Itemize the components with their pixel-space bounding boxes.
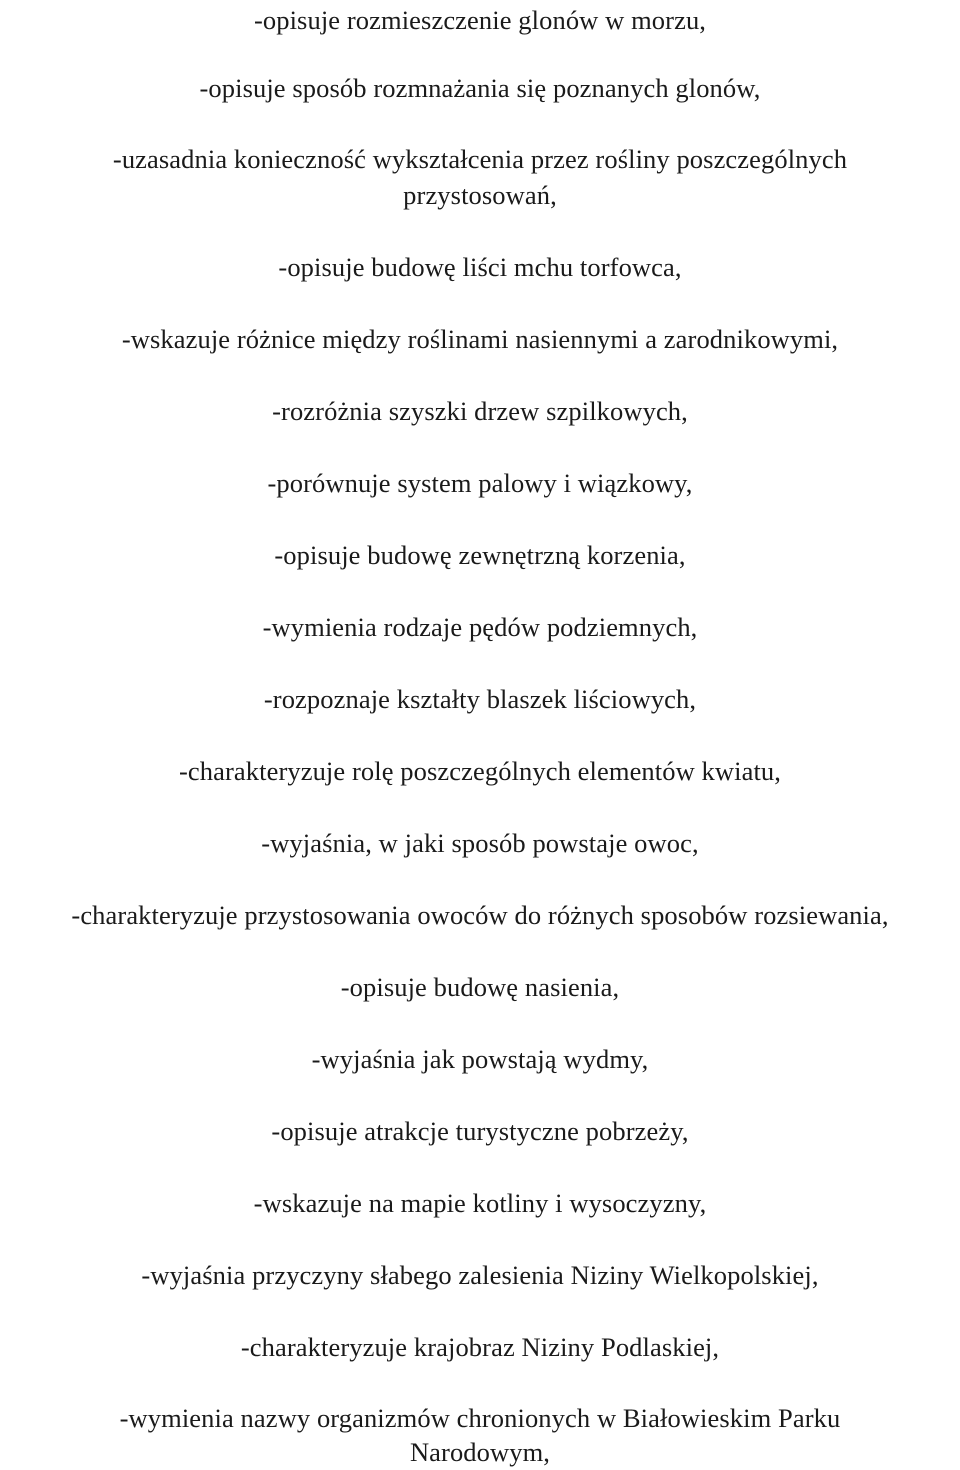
text-line: -wskazuje różnice między roślinami nasiennymi a zarodnikowymi, (121, 324, 839, 354)
text-line: -charakteryzuje krajobraz Niziny Podlaskiej, (240, 1332, 720, 1362)
text-line: -opisuje atrakcje turystyczne pobrzeży, (271, 1116, 689, 1146)
text-line: -charakteryzuje rolę poszczególnych elementów kwiatu, (178, 756, 781, 786)
text-line: -wymienia rodzaje pędów podziemnych, (262, 612, 698, 642)
text-line: -opisuje sposób rozmnażania się poznanych glonów, (199, 73, 761, 103)
text-line: -charakteryzuje przystosowania owoców do różnych sposobów rozsiewania, (71, 900, 889, 930)
text-line: -opisuje budowę zewnętrzną korzenia, (274, 540, 686, 570)
text-line: -opisuje rozmieszczenie glonów w morzu, (253, 5, 707, 35)
text-line: przystosowań, (403, 180, 557, 210)
text-line: -wyjaśnia, w jaki sposób powstaje owoc, (261, 828, 699, 858)
text-line: -opisuje budowę liści mchu torfowca, (278, 252, 682, 282)
text-line: -rozróżnia szyszki drzew szpilkowych, (272, 396, 688, 426)
text-line: -wyjaśnia jak powstają wydmy, (311, 1044, 649, 1074)
text-line: Narodowym, (409, 1437, 551, 1467)
text-line: -porównuje system palowy i wiązkowy, (267, 468, 693, 498)
text-line: -rozpoznaje kształty blaszek liściowych, (263, 684, 697, 714)
text-line: -opisuje budowę nasienia, (340, 972, 620, 1002)
text-line: -wymienia nazwy organizmów chronionych w Białowieskim Parku (119, 1403, 841, 1433)
text-line: -wskazuje na mapie kotliny i wysoczyzny, (253, 1188, 707, 1218)
text-line: -uzasadnia konieczność wykształcenia przez rośliny poszczególnych (112, 144, 848, 174)
text-line: -wyjaśnia przyczyny słabego zalesienia Niziny Wielkopolskiej, (141, 1260, 819, 1290)
